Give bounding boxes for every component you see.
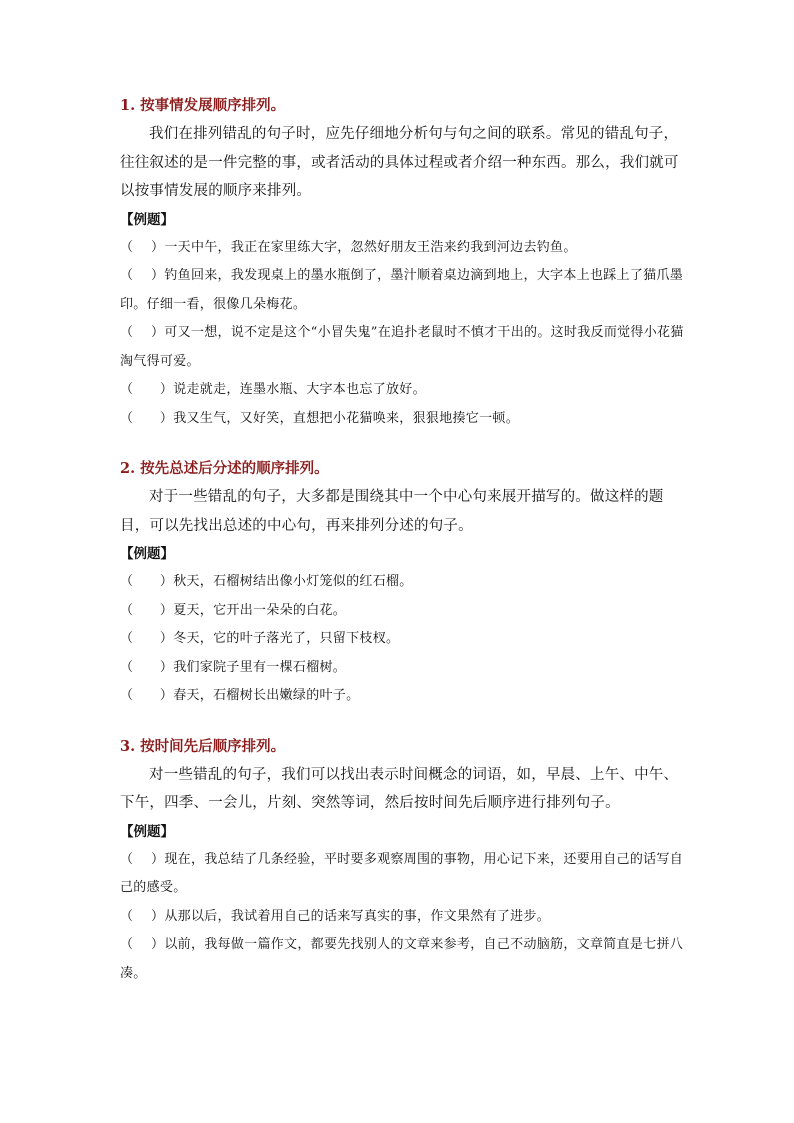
example-sentence	[120, 234, 690, 263]
example-sentence	[120, 903, 690, 932]
sentence-text: 现在，我总结了几条经验，平时要多观察周围的事物，用心记下来，还要用自己的话写自己的感受。	[120, 851, 684, 895]
section-event-order	[120, 92, 690, 433]
answer-blank[interactable]: （ ）	[120, 631, 174, 646]
example-label: 【例题】	[120, 823, 174, 840]
example-sentence	[120, 262, 690, 319]
example-sentence	[120, 625, 690, 654]
answer-blank[interactable]: （ ）	[120, 851, 165, 867]
section-intro: 对于一些错乱的句子，大多都是围绕其中一个中心句来展开描写的。做这样的题目，可以先找出总述的中心句，再来排列分述的句子。	[120, 489, 664, 534]
answer-blank[interactable]: （ ）	[120, 410, 174, 426]
example-sentence	[120, 654, 690, 683]
sentence-text: 我们家院子里有一棵石榴树。	[173, 659, 347, 675]
sentence-text: 钓鱼回来，我发现桌上的墨水瓶倒了，墨汁顺着桌边滴到地上，大字本上也踩上了猫爪墨印。仔细一看，很像几朵梅花。	[120, 268, 684, 312]
answer-blank[interactable]: （ ）	[120, 688, 174, 703]
section-time-order	[120, 733, 690, 989]
section-heading: 2. 按先总述后分述的顺序排列。	[120, 460, 329, 477]
example-label: 【例题】	[120, 211, 174, 228]
answer-blank[interactable]: （ ）	[120, 239, 165, 255]
section-general-specific-order	[120, 455, 690, 711]
example-label: 【例题】	[120, 546, 174, 562]
sentence-text: 说走就走，连墨水瓶、大字本也忘了放好。	[173, 382, 426, 397]
section-heading: 3. 按时间先后顺序排列。	[120, 737, 286, 755]
sentence-text: 秋天，石榴树结出像小灯笼似的红石榴。	[173, 574, 413, 589]
answer-blank[interactable]: （ ）	[120, 574, 174, 589]
sentence-text: 夏天，它开出一朵朵的白花。	[173, 602, 347, 618]
example-sentence	[120, 376, 690, 405]
sentence-text: 一天中午，我正在家里练大字，忽然好朋友王浩来约我到河边去钓鱼。	[164, 239, 577, 255]
sentence-text: 以前，我每做一篇作文，都要先找别人的文章来参考，自己不动脑筋，文章简直是七拼八凑。	[120, 937, 684, 981]
answer-blank[interactable]: （ ）	[120, 268, 165, 283]
answer-blank[interactable]: （ ）	[120, 937, 165, 952]
sentence-text: 冬天，它的叶子落光了，只留下枝杈。	[173, 631, 400, 646]
example-sentence	[120, 319, 690, 376]
example-sentence	[120, 568, 690, 597]
document-page	[120, 92, 690, 988]
sentence-text: 春天，石榴树长出嫩绿的叶子。	[173, 688, 360, 703]
section-intro: 我们在排列错乱的句子时，应先仔细地分析句与句之间的联系。常见的错乱句子，往往叙述的是一件完整的事，或者活动的具体过程或者介绍一种东西。那么，我们就可以按事情发展的顺序来排列。	[120, 126, 679, 199]
example-sentence	[120, 597, 690, 626]
answer-blank[interactable]: （ ）	[120, 602, 174, 618]
section-intro: 对一些错乱的句子，我们可以找出表示时间概念的词语，如，早晨、上午、中午、下午，四季、一会儿，片刻、突然等词，然后按时间先后顺序进行排列句子。	[120, 766, 679, 811]
sentence-text: 可又一想，说不定是这个“小冒失鬼”在追扑老鼠时不慎才干出的。这时我反而觉得小花猫淘气得可爱。	[120, 325, 684, 369]
example-sentence	[120, 931, 690, 988]
sentence-text: 我又生气，又好笑，直想把小花猫唤来，狠狠地揍它一顿。	[173, 410, 520, 426]
answer-blank[interactable]: （ ）	[120, 382, 174, 397]
example-sentence	[120, 846, 690, 903]
answer-blank[interactable]: （ ）	[120, 659, 174, 675]
answer-blank[interactable]: （ ）	[120, 325, 165, 340]
section-heading: 1. 按事情发展顺序排列。	[120, 97, 286, 114]
sentence-text: 从那以后，我试着用自己的话来写真实的事，作文果然有了进步。	[164, 908, 551, 924]
answer-blank[interactable]: （ ）	[120, 908, 165, 924]
example-sentence	[120, 682, 690, 711]
example-sentence	[120, 405, 690, 434]
